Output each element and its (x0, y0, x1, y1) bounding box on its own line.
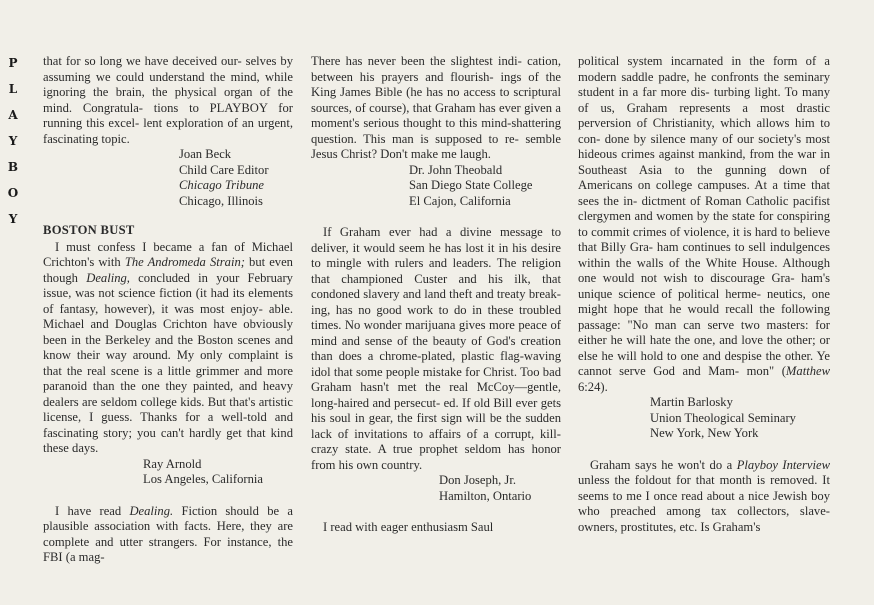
signature-name: Ray Arnold (143, 456, 202, 471)
column-2 (311, 54, 561, 536)
signature-name: Joan Beck (179, 147, 232, 161)
signature-city: Los Angeles, California (143, 472, 263, 486)
text-run: but even though (43, 255, 293, 285)
brand-letter: Y (8, 212, 18, 226)
signature-name: Dr. John Theobald (409, 162, 503, 177)
brand-letter: L (8, 82, 18, 96)
text-run: I must confess I became a fan of Michael Crichton's with (43, 239, 293, 269)
letter-signature (650, 395, 830, 442)
signature-name: Don Joseph, Jr. (439, 473, 516, 487)
text-run: unless the foldout for that month is removed. It seems to me I once read about a nice Jewish boy who preached among tax collectors, slave- owners, prostitutes, etc. Is Graham's (578, 473, 830, 534)
signature-name: Martin Barlosky (650, 395, 733, 409)
letter-paragraph (578, 458, 830, 536)
story-title: Dealing, (86, 270, 130, 285)
book-title: The Andromeda Strain; (124, 255, 245, 269)
letter-paragraph: If Graham ever had a divine message to deliver, it would seem he has lost it in his desire to mingle with rulers and leaders. The religion that championed Custer and his ilk, that condoned slavery and land theft and treaty break- ing, has no good work to do in these troubled times. No wonder marijuana gives more peace of mind and sense of the beauty of God's creation than does a chrome-plated, plastic flag-waving idol that some people mistake for Christ. Too bad Graham hasn't met the real McCoy—gentle, long-haired and persecut- ed. If old Bill ever gets his soul in gear, the first sign will be the sudden lack of invitations to affairs of a corrupt, kill- crazy state. A true prophet seldom has honor from his own country. (311, 225, 561, 472)
brand-letter: B (7, 160, 19, 174)
story-title: Dealing. (129, 503, 174, 518)
letter-signature (179, 147, 293, 209)
text-run: I have read (55, 503, 130, 518)
signature-title: Union Theological Seminary (650, 410, 796, 425)
letter-signature (439, 473, 561, 504)
scripture-reference: Matthew (785, 364, 830, 378)
signature-city: New York, New York (650, 426, 759, 440)
letter-paragraph: There has never been the slightest indi- cation, between his prayers and flourish- ings of the King James Bible (he has no access to scriptural sources, of course), that Graham has ever given a moment's serious thought to this mind-shattering question. This man is supposed to re- semble Jesus Christ? Don't make me laugh. (311, 54, 561, 161)
brand-letter: A (8, 108, 18, 122)
text-run: 6:24). (578, 379, 608, 394)
letter-paragraph: I read with eager enthusiasm Saul (323, 520, 494, 534)
text-run: concluded in your February issue, was not science fiction (it had its elements of fantasy, however), it was most enjoy- able. Michael and Douglas Crichton have obviously been in the Berkeley and the Boston scenes and know their way around. My only complaint is that the real scene is a little grimmer and more paranoid than the one they painted, and heavy dealers are seldom college kids. But that's artistic license, I guess. Thanks for a well-told and fascinating story; you can't hardly get that kind these days. (43, 270, 293, 455)
letter-paragraph (578, 54, 830, 395)
signature-publication: Chicago Tribune (179, 178, 265, 192)
signature-city: Hamilton, Ontario (439, 488, 532, 503)
brand-letter: O (7, 186, 19, 200)
brand-letter: Y (8, 134, 18, 148)
text-run: political system incarnated in the form of a modern saddle padre, he confronts the seminary student in a far more dis- turbing light. To many of us, Graham represents a most drastic perversion of Christianity, which allows him to con- done by silence many of our society's most hideous crimes against mankind, from the war in Southeast Asia to the gunning down of Americans on college campuses. At a time that sees the in- dictment of Roman Catholic pacifist clergymen and women by the state for conspiring to commit crimes of violence, it is hard to believe that Billy Gra- ham continues to sell indulgences within the walls of the White House. Although one would not wish to discourage Gra- ham's unique science of political herme- neutics, one might hope that he would recall the following passage: "No man can serve two masters: for either he will hate the one, and love the other; or else he will hold to one and despise the other. Ye cannot serve God and Mam- mon" ( (578, 54, 830, 378)
letter-signature (409, 163, 561, 210)
column-1 (43, 54, 293, 566)
feature-title: Playboy Interview (736, 457, 830, 472)
letter-paragraph: that for so long we have deceived our- selves by assuming we could understand the mind, while ignoring the brain, the physical organ of the mind. Congratula- tions to PLAYBOY for running this excel- lent exploration of an urgent, fascinating topic. (43, 54, 293, 146)
letter-paragraph (43, 504, 293, 566)
brand-letter: P (8, 56, 18, 70)
letter-signature (143, 457, 293, 488)
signature-title: San Diego State College (409, 178, 533, 192)
text-run: Fiction should be a plausible association with facts. Here, they are complete and utter strangers. For instance, the FBI (a mag- (43, 503, 293, 564)
section-heading: BOSTON BUST (43, 223, 135, 237)
column-3 (578, 54, 830, 535)
signature-city: El Cajon, California (409, 193, 511, 208)
signature-title: Child Care Editor (179, 162, 269, 177)
letter-paragraph (43, 240, 293, 457)
signature-city: Chicago, Illinois (179, 193, 263, 208)
text-run: Graham says he won't do a (590, 457, 737, 472)
playboy-sidebar-logo (4, 50, 22, 232)
